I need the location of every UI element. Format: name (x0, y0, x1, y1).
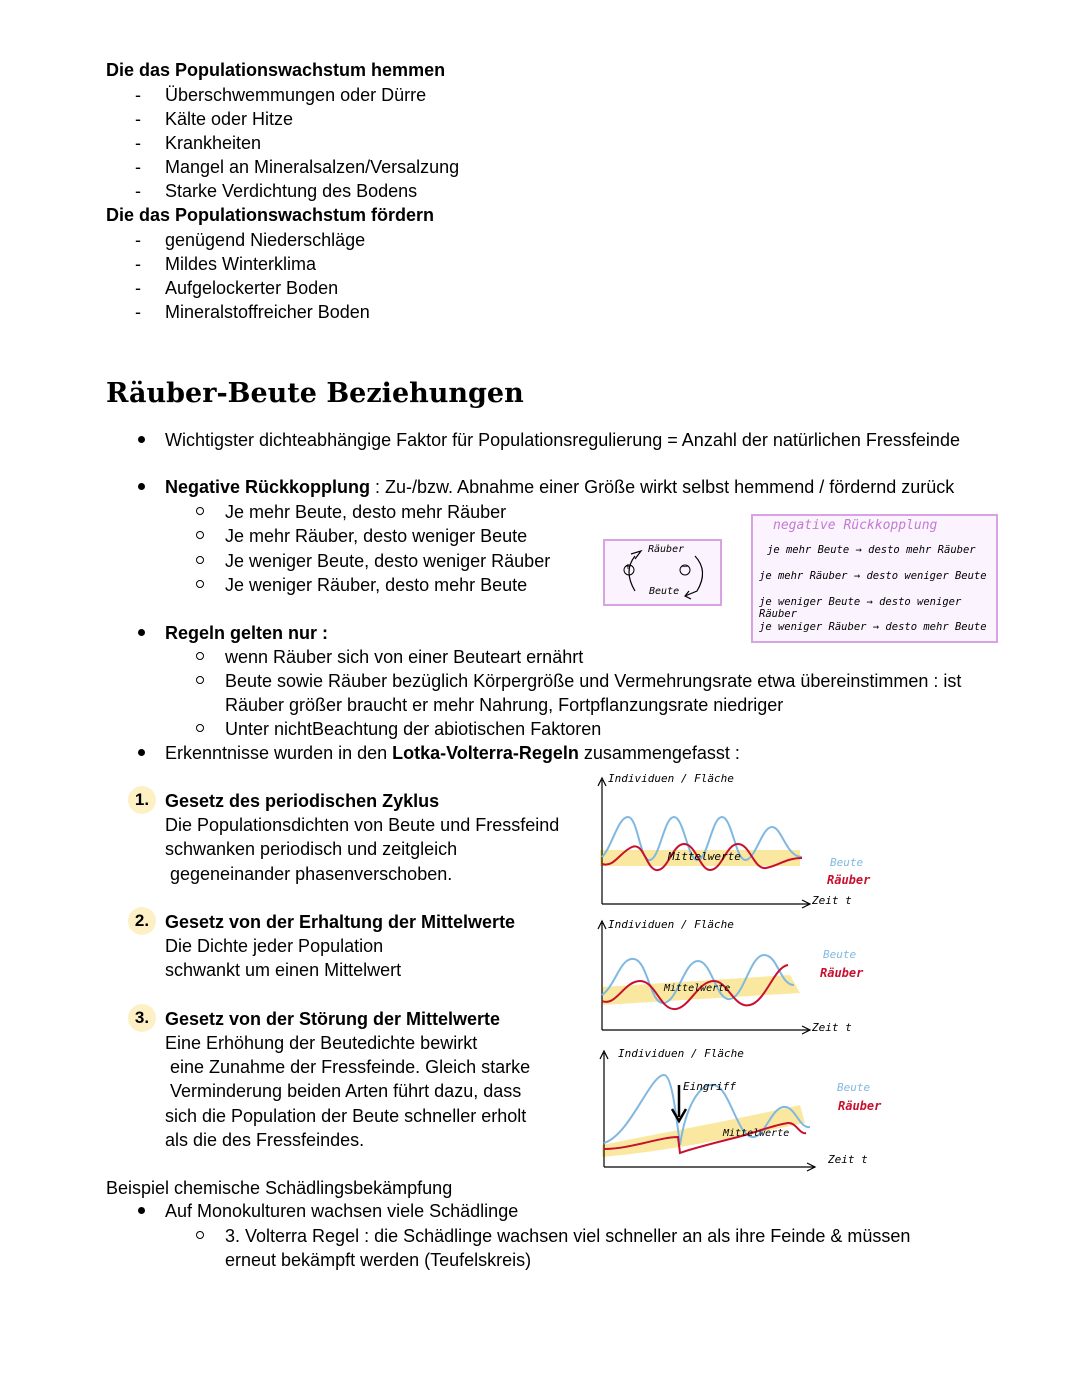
notes-line: je mehr Räuber → desto weniger Beute (759, 570, 987, 582)
graph-mean-values (590, 915, 880, 1040)
feedback-item: Je weniger Räuber, desto mehr Beute (225, 575, 528, 595)
intervention-label: Eingriff (683, 1080, 736, 1093)
sub-bullet (196, 1231, 204, 1239)
notes-line: je mehr Beute → desto mehr Räuber (767, 544, 976, 556)
y-axis-label: Individuen / Fläche (608, 918, 734, 931)
rule-item: Beute sowie Räuber bezüglich Körpergröße und Vermehrungsrate etwa übereinstimmen : ist (225, 671, 962, 691)
negative-feedback-definition: Negative Rückkopplung : Zu-/bzw. Abnahme einer Größe wirkt selbst hemmend / fördernd zurück (165, 477, 955, 497)
law-title: Gesetz von der Störung der Mittelwerte (165, 1009, 501, 1029)
predator-legend: Räuber (827, 873, 871, 887)
hemmen-item: - Überschwemmungen oder Dürre (135, 85, 427, 105)
mean-label: Mittelwerte (668, 850, 741, 863)
section-title: Räuber-Beute Beziehungen (106, 378, 524, 409)
law-number: 3. (128, 1004, 156, 1032)
law-text: als die des Fressfeindes. (165, 1130, 365, 1150)
prey-legend: Beute (830, 856, 864, 869)
cycle-bottom-label: Beute (649, 586, 680, 597)
cycle-top-label: Räuber (648, 544, 685, 555)
foerdern-item: - Mildes Winterklima (135, 254, 317, 274)
graph-drawing (590, 772, 880, 912)
law-text: Die Populationsdichten von Beute und Fressfeind (165, 815, 560, 835)
sub-bullet (196, 507, 204, 515)
feedback-item: Je mehr Räuber, desto weniger Beute (225, 526, 528, 546)
mean-label: Mittelwerte (664, 983, 731, 994)
foerdern-item: - genügend Niederschläge (135, 230, 366, 250)
hemmen-item: - Krankheiten (135, 133, 262, 153)
example-heading: Beispiel chemische Schädlingsbekämpfung (106, 1178, 453, 1198)
x-axis-label: Zeit t (812, 1021, 852, 1034)
y-axis-label: Individuen / Fläche (618, 1047, 744, 1060)
foerdern-heading: Die das Populationswachstum fördern (106, 205, 435, 225)
plus-sign: + (625, 562, 631, 573)
x-axis-label: Zeit t (828, 1153, 868, 1166)
hemmen-heading: Die das Populationswachstum hemmen (106, 60, 446, 80)
sub-bullet (196, 580, 204, 588)
law-number: 2. (128, 907, 156, 935)
foerdern-item: - Aufgelockerter Boden (135, 278, 339, 298)
sub-bullet (196, 676, 204, 684)
negative-feedback-notes (751, 514, 998, 643)
law-text: sich die Population der Beute schneller erholt (165, 1106, 527, 1126)
bullet-dot (138, 483, 145, 490)
law-number: 1. (128, 786, 156, 814)
law-text: gegeneinander phasenverschoben. (165, 864, 453, 884)
sub-bullet (196, 652, 204, 660)
rule-item-continued: Räuber größer braucht er mehr Nahrung, Fortpflanzungsrate niedriger (225, 695, 784, 715)
law-text: Eine Erhöhung der Beutedichte bewirkt (165, 1033, 478, 1053)
law-text: Verminderung beiden Arten führt dazu, dass (165, 1081, 522, 1101)
feedback-item: Je mehr Beute, desto mehr Räuber (225, 502, 507, 522)
prey-legend: Beute (837, 1081, 871, 1094)
notes-title: negative Rückkopplung (773, 518, 938, 533)
sub-bullet (196, 531, 204, 539)
law-title: Gesetz des periodischen Zyklus (165, 791, 440, 811)
notes-line: je weniger Beute → desto weniger Räuber (759, 596, 962, 620)
key-factor-text: Wichtigster dichteabhängige Faktor für Populationsregulierung = Anzahl der natürlichen Fressfeinde (165, 430, 960, 450)
feedback-cycle-diagram (603, 539, 722, 606)
bullet-dot (138, 436, 145, 443)
rules-label: Regeln gelten nur : (165, 623, 329, 643)
bullet-dot (138, 749, 145, 756)
hemmen-item: - Mangel an Mineralsalzen/Versalzung (135, 157, 460, 177)
lotka-volterra-text: Erkenntnisse wurden in den Lotka-Volterra-Regeln zusammengefasst : (165, 743, 740, 763)
mean-label: Mittelwerte (723, 1128, 790, 1139)
minus-sign: − (682, 562, 688, 573)
sub-bullet (196, 556, 204, 564)
graph-periodic-cycle (590, 772, 880, 912)
law-text: schwankt um einen Mittelwert (165, 960, 402, 980)
sub-bullet (196, 724, 204, 732)
example-sub: 3. Volterra Regel : die Schädlinge wachsen viel schneller an als ihre Feinde & müssen (225, 1226, 911, 1246)
hemmen-item: - Starke Verdichtung des Bodens (135, 181, 418, 201)
y-axis-label: Individuen / Fläche (608, 772, 734, 785)
foerdern-item: - Mineralstoffreicher Boden (135, 302, 370, 322)
feedback-item: Je weniger Beute, desto weniger Räuber (225, 551, 551, 571)
law-text: Die Dichte jeder Population (165, 936, 384, 956)
law-text: eine Zunahme der Fressfeinde. Gleich starke (165, 1057, 531, 1077)
law-text: schwanken periodisch und zeitgleich (165, 839, 458, 859)
predator-legend: Räuber (820, 966, 864, 980)
rule-item: wenn Räuber sich von einer Beuteart ernährt (225, 647, 584, 667)
rule-item: Unter nichtBeachtung der abiotischen Faktoren (225, 719, 602, 739)
bullet-dot (138, 1207, 145, 1214)
predator-legend: Räuber (838, 1099, 882, 1113)
notes-line: je weniger Räuber → desto mehr Beute (759, 621, 987, 633)
x-axis-label: Zeit t (812, 894, 852, 907)
bullet-dot (138, 629, 145, 636)
graph-disturbance (590, 1045, 880, 1175)
example-sub-continued: erneut bekämpft werden (Teufelskreis) (225, 1250, 532, 1270)
law-title: Gesetz von der Erhaltung der Mittelwerte (165, 912, 516, 932)
example-bullet: Auf Monokulturen wachsen viele Schädlinge (165, 1201, 519, 1221)
prey-legend: Beute (823, 948, 857, 961)
hemmen-item: - Kälte oder Hitze (135, 109, 294, 129)
